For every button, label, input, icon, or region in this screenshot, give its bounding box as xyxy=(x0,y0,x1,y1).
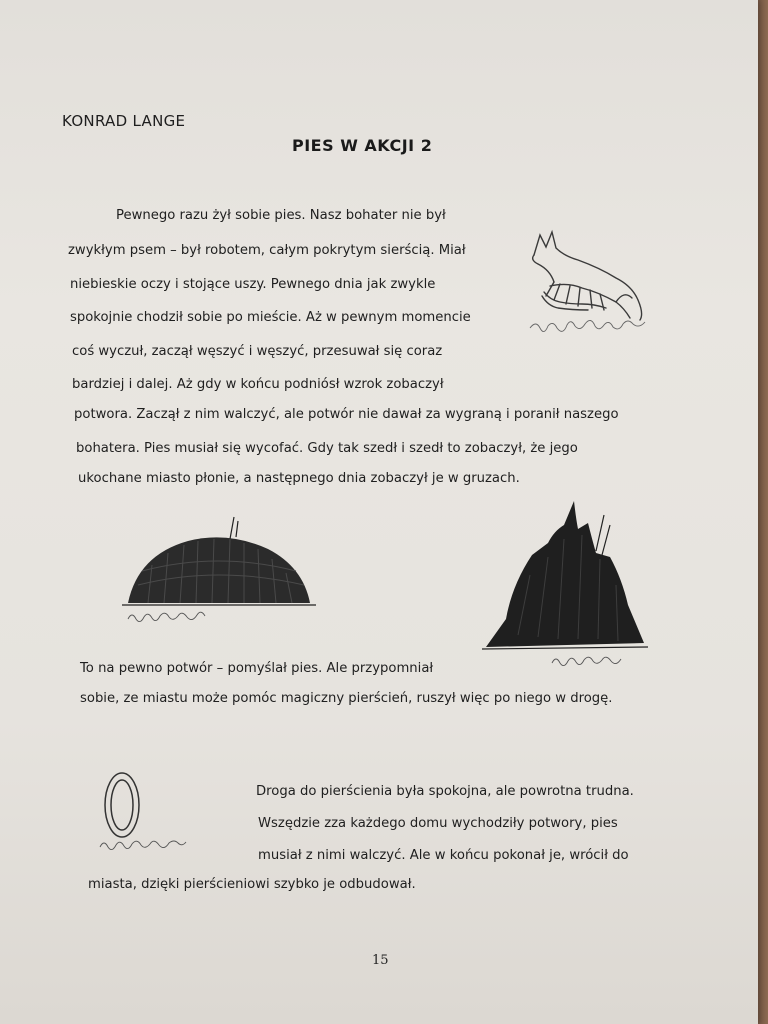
text-line: niebieskie oczy i stojące uszy. Pewnego dnia jak zwykle xyxy=(70,277,436,292)
text-line: bardziej i dalej. Aż gdy w końcu podniósł wzrok zobaczył xyxy=(72,377,444,392)
monster-drawing xyxy=(478,495,658,670)
text-line: spokojnie chodził sobie po mieście. Aż w pewnym momencie xyxy=(70,310,471,325)
text-line: musiał z nimi walczyć. Ale w końcu pokonał je, wrócił do xyxy=(258,848,629,863)
text-line: To na pewno potwór – pomyślał pies. Ale przypomniał xyxy=(80,661,434,676)
text-line: zwykłym psem – był robotem, całym pokrytym sierścią. Miał xyxy=(68,243,466,258)
page-title: PIES W AKCJI 2 xyxy=(292,136,433,155)
text-line: ukochane miasto płonie, a następnego dnia zobaczył je w gruzach. xyxy=(78,471,520,486)
text-line: Droga do pierścienia była spokojna, ale powrotna trudna. xyxy=(256,784,634,799)
text-line: coś wyczuł, zaczął węszyć i węszyć, przesuwał się coraz xyxy=(72,344,443,359)
text-line: Pewnego razu żył sobie pies. Nasz bohater nie był xyxy=(116,208,446,223)
text-line: Wszędzie zza każdego domu wychodziły potwory, pies xyxy=(258,816,618,831)
city-dome-drawing xyxy=(118,515,318,627)
page-number: 15 xyxy=(372,953,389,968)
text-line: sobie, ze miastu może pomóc magiczny pierścień, ruszył więc po niego w drogę. xyxy=(80,691,613,706)
text-line: potwora. Zaczął z nim walczyć, ale potwór nie dawał za wygraną i poranił naszego xyxy=(74,407,619,422)
text-line: bohatera. Pies musiał się wycofać. Gdy tak szedł i szedł to zobaczył, że jego xyxy=(76,441,578,456)
text-line: miasta, dzięki pierścieniowi szybko je odbudował. xyxy=(88,877,416,892)
author-name: KONRAD LANGE xyxy=(62,112,186,130)
